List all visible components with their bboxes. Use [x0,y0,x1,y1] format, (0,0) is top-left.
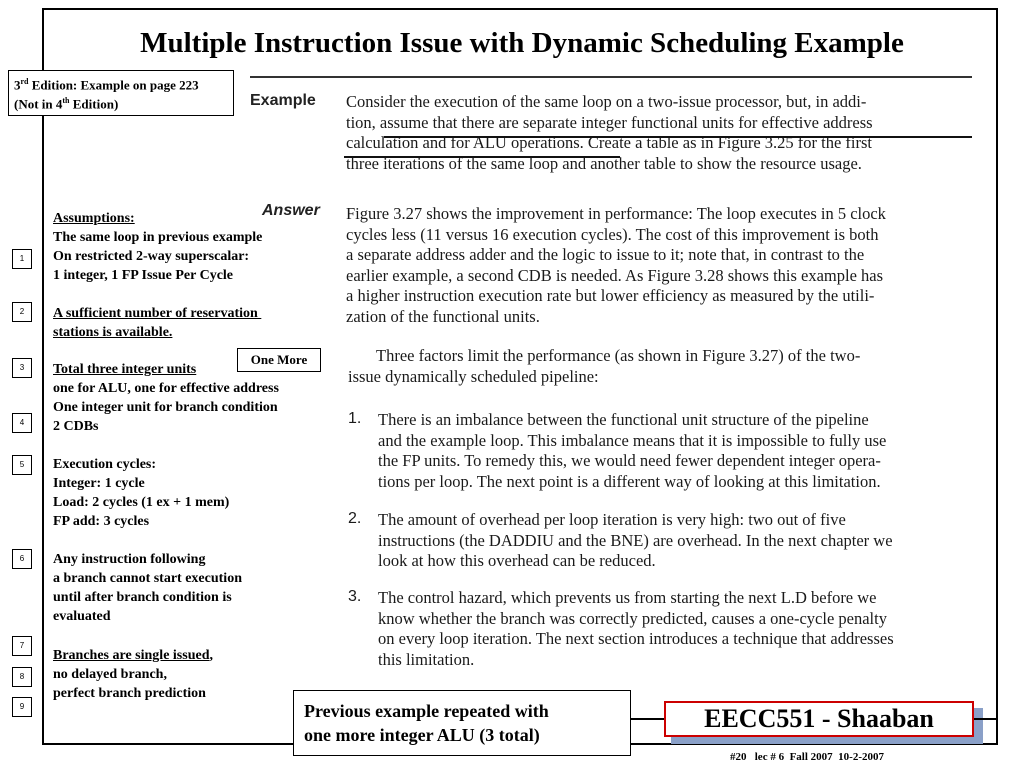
number-box: 7 [12,636,32,656]
underline-mark [384,136,972,138]
text-line: Three factors limit the performance (as shown in Figure 3.27) of the two- [376,346,861,365]
text-line: Figure 3.27 shows the improvement in performance: The loop executes in 5 clock [346,204,886,223]
previous-example-note [293,690,631,756]
factors-paragraph [348,346,974,387]
text-line: The control hazard, which prevents us from starting the next L.D before we [378,588,877,607]
assumption-line: 2 CDBs [53,419,99,434]
text-line: zation of the functional units. [346,306,540,326]
assumption-line: until after branch condition is [53,590,232,605]
slide-title: Multiple Instruction Issue with Dynamic Scheduling Example [140,27,904,59]
edition-note [8,70,234,116]
course-brand: EECC551 - Shaaban [664,701,974,737]
text-line: The amount of overhead per loop iteration is very high: two out of five [378,510,846,529]
text-line: a separate address adder and the logic to issue to it; note that, in contrast to the [346,245,865,264]
number-box: 9 [12,697,32,717]
text-line: cycles less (11 versus 16 execution cycles). The cost of this improvement is both [346,224,879,244]
number-box: 2 [12,302,32,322]
text-line: Consider the execution of the same loop on a two-issue processor, but, in addi- [346,92,867,111]
underline-mark [344,156,620,158]
assumptions-group-2 [53,304,261,342]
assumption-line: a branch cannot start execution [53,571,242,586]
text-line: a higher instruction execution rate but lower efficiency as measured by the utili- [346,286,875,305]
assumptions-heading: Assumptions: [53,211,135,226]
text-line: instructions (the DADDIU and the BNE) are overhead. In the next chapter we [378,530,893,550]
text-line: calculation and for ALU operations. Create a table as in Figure 3.25 for the first [346,133,873,152]
assumption-line: one for ALU, one for effective address [53,381,279,396]
assumption-line: On restricted 2-way superscalar: [53,249,250,264]
assumption-line: Integer: 1 cycle [53,476,145,491]
text-line: earlier example, a second CDB is needed. As Figure 3.28 shows this example has [346,265,884,285]
assumptions-group-7 [53,646,213,703]
number-box: 5 [12,455,32,475]
assumption-line: One integer unit for branch condition [53,400,278,415]
text-line: tions per loop. The next point is a different way of looking at this limitation. [378,471,881,491]
item-number: 2. [348,510,362,527]
factor-item-1 [378,410,976,492]
assumption-line: The same loop in previous example [53,230,263,245]
text-line: three iterations of the same loop and another table to show the resource usage. [346,153,862,173]
assumption-line: Any instruction following [53,552,206,567]
factor-item-2 [378,510,976,572]
one-more-callout: One More [237,348,321,372]
assumption-line: FP add: 3 cycles [53,514,150,529]
text-line: look at how this overhead can be reduced. [378,551,656,570]
slide-footer: #20 lec # 6 Fall 2007 10-2-2007 [730,751,884,763]
edition-note-sup: th [62,96,70,106]
text-line: issue dynamically scheduled pipeline: [348,366,599,386]
assumption-line: Total three integer units [53,362,197,377]
book-top-rule [250,76,972,78]
number-box: 6 [12,549,32,569]
edition-note-text: (Not in 4 [14,96,63,112]
assumption-line: no delayed branch, [53,667,167,682]
answer-paragraph [346,204,976,327]
edition-note-text: Edition: Example on page 223 [28,77,199,93]
text-line: on every loop iteration. The next section introduces a technique that addresses [378,629,894,648]
assumption-line: Load: 2 cycles (1 ex + 1 mem) [53,495,230,510]
text-line: the FP units. To remedy this, we would need fewer dependent integer opera- [378,451,881,470]
note-line: Previous example repeated with [304,701,549,721]
edition-note-text: 3 [14,77,21,93]
assumptions-group-5 [53,455,229,531]
text-line: this limitation. [378,649,475,669]
number-box: 8 [12,667,32,687]
number-box: 4 [12,413,32,433]
answer-heading: Answer [262,202,320,219]
text-line: There is an imbalance between the functional unit structure of the pipeline [378,410,869,429]
assumption-punct: , [209,648,213,663]
factor-item-3 [378,588,976,670]
text-line: tion, assume that there are separate integer functional units for effective address [346,112,873,132]
example-heading: Example [250,92,316,109]
assumption-line: Execution cycles: [53,457,157,472]
text-line: know whether the branch was correctly predicted, causes a one-cycle penalty [378,608,887,628]
assumption-line: perfect branch prediction [53,686,206,701]
assumption-line: stations is available. [53,325,173,340]
item-number: 3. [348,588,362,605]
assumption-line: A sufficient number of reservation [53,306,262,321]
number-box: 3 [12,358,32,378]
item-number: 1. [348,410,362,427]
text-line: and the example loop. This imbalance means that it is impossible to fully use [378,430,887,450]
number-box: 1 [12,249,32,269]
example-paragraph [346,92,976,174]
assumption-line: Branches are single issued [53,648,210,663]
assumptions-group-6 [53,550,242,626]
note-line: one more integer ALU (3 total) [304,725,540,745]
edition-note-sup: rd [20,77,29,86]
assumptions-group-1 [53,209,262,285]
assumption-line: 1 integer, 1 FP Issue Per Cycle [53,268,234,283]
assumption-line: evaluated [53,609,111,624]
edition-note-text: Edition) [69,96,119,112]
